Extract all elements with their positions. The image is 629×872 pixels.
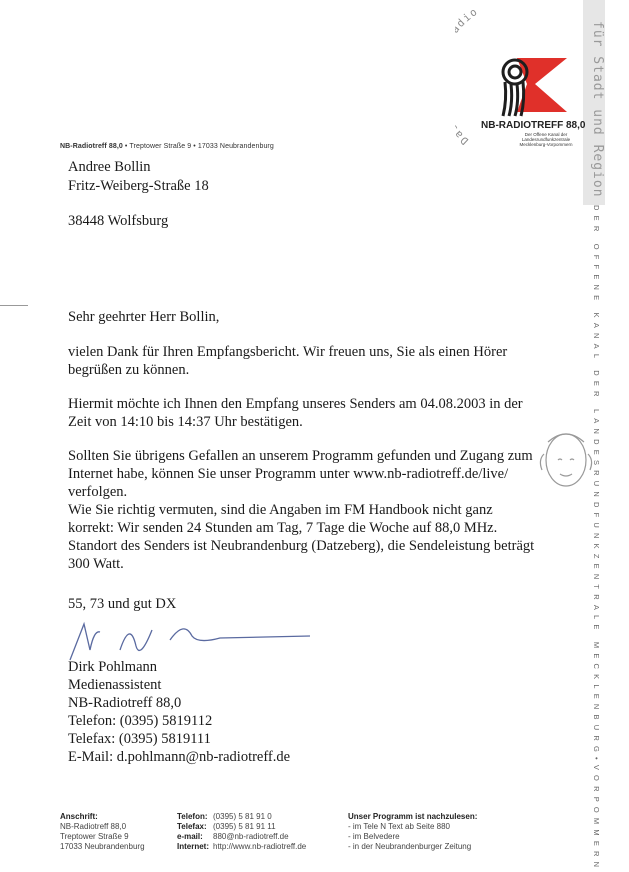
logo-tagline-line: Mecklenburg-Vorpommern <box>519 142 573 147</box>
signer-title: Medienassistent <box>68 677 162 693</box>
footer-contact <box>177 812 310 852</box>
contact-value: http://www.nb-radiotreff.de <box>213 842 307 851</box>
signature-block <box>68 658 290 766</box>
text-line: Wie Sie richtig vermuten, sind die Angaben im FM Handbook nicht ganz <box>68 502 493 518</box>
contact-value: 880@nb-radiotreff.de <box>213 832 289 841</box>
text-line: Internet habe, können Sie unser Programm unter www.nb-radiotreff.de/live/ <box>68 466 509 482</box>
sender-city: 17033 Neubrandenburg <box>197 143 274 150</box>
recipient-address <box>68 158 209 230</box>
sender-line <box>60 143 274 150</box>
salutation: Sehr geehrter Herr Bollin, <box>68 309 220 325</box>
side-strip-vertical-text: DER OFFENE KANAL DER LANDESRUNDFUNKZENTRALE MECKLENBURG•VORPOMMERN <box>592 205 601 872</box>
contact-value: (0395) 5 81 91 0 <box>213 812 272 821</box>
footer-contact-row <box>177 822 310 832</box>
text-line: verfolgen. <box>68 484 128 500</box>
footer-program <box>348 812 477 852</box>
signer-email: E-Mail: d.pohlmann@nb-radiotreff.de <box>68 749 291 765</box>
text-line: Sollten Sie übrigens Gefallen an unserem Programm gefunden und Zugang zum <box>68 448 533 464</box>
side-strip-title: für Stadt und Region <box>590 20 605 198</box>
footer-program-line: - im Belvedere <box>348 832 400 841</box>
footer-address-heading: Anschrift: <box>60 812 98 821</box>
text-line: 300 Watt. <box>68 556 124 572</box>
text-line: begrüßen zu können. <box>68 362 190 378</box>
signer-name: Dirk Pohlmann <box>68 659 158 675</box>
text-line: vielen Dank für Ihren Empfangsbericht. Wir freuen uns, Sie als einen Hörer <box>68 344 508 360</box>
contact-label: Internet: <box>177 842 209 851</box>
fold-mark <box>0 305 28 306</box>
paragraph-thanks <box>68 343 568 379</box>
footer-program-line: - in der Neubrandenburger Zeitung <box>348 842 472 851</box>
recipient-name: Andree Bollin <box>68 159 151 175</box>
paragraph-confirmation <box>68 395 568 431</box>
logo-tagline <box>511 132 581 147</box>
text-line: Zeit von 14:10 bis 14:37 Uhr bestätigen. <box>68 414 303 430</box>
footer-contact-row <box>177 832 310 842</box>
footer-contact-row <box>177 842 310 852</box>
sender-street: Treptower Straße 9 <box>129 143 192 150</box>
contact-value: (0395) 5 81 91 11 <box>213 822 276 831</box>
footer-program-line: - im Tele N Text ab Seite 880 <box>348 822 450 831</box>
logo-tagline-line: Landesrundfunkzentrale <box>521 137 571 142</box>
sender-bullet: • <box>124 143 130 150</box>
sender-name: NB-Radiotreff 88,0 <box>60 143 123 150</box>
text-line: Standort des Senders ist Neubrandenburg (Datzeberg), die Sendeleistung beträgt <box>68 538 535 554</box>
logo-arc-text: D dio <box>455 5 481 145</box>
recipient-city: 38448 Wolfsburg <box>68 213 169 229</box>
contact-label: Telefax: <box>177 822 207 831</box>
closing: 55, 73 und gut DX <box>68 596 177 612</box>
signer-org: NB-Radiotreff 88,0 <box>68 695 182 711</box>
text-line: korrekt: Wir senden 24 Stunden am Tag, 7 Tage die Woche auf 88,0 MHz. <box>68 520 498 536</box>
footer-address-line: 17033 Neubrandenburg <box>60 842 145 851</box>
footer-address <box>60 812 145 852</box>
contact-label: Telefon: <box>177 812 208 821</box>
letter-body <box>68 308 568 613</box>
station-logo <box>455 0 585 145</box>
portrait-sketch <box>530 420 600 500</box>
footer-address-line: Treptower Straße 9 <box>60 832 129 841</box>
signer-fax: Telefax: (0395) 5819111 <box>68 731 211 747</box>
footer-program-heading: Unser Programm ist nachzulesen: <box>348 812 478 821</box>
footer-address-line: NB-Radiotreff 88,0 <box>60 822 127 831</box>
paragraph-program-info <box>68 447 568 573</box>
logo-name: NB-RADIOTREFF 88,0 <box>481 120 586 131</box>
sender-bullet: • <box>193 143 198 150</box>
recipient-street: Fritz-Weiberg-Straße 18 <box>68 178 209 194</box>
footer-contact-row <box>177 812 310 822</box>
signer-phone: Telefon: (0395) 5819112 <box>68 713 213 729</box>
text-line: Hiermit möchte ich Ihnen den Empfang unseres Senders am 04.08.2003 in der <box>68 396 523 412</box>
logo-tagline-line: Der Offene Kanal der <box>524 132 568 137</box>
contact-label: e-mail: <box>177 832 203 841</box>
